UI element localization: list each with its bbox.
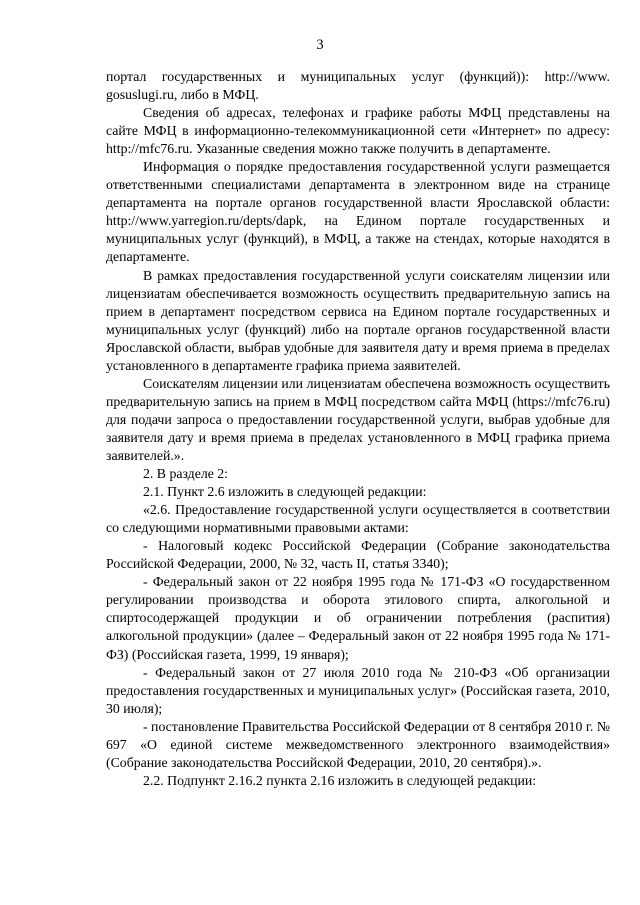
paragraph-item-2-2: 2.2. Подпункт 2.16.2 пункта 2.16 изложить в следующей редакции: xyxy=(143,772,537,788)
paragraph-service-information: Информация о порядке предоставления государственной услуги размещается ответственными специалистами департамента в электронном виде на странице департамента на портале органов государственной власти Ярославской области: http://www.yarregion.ru/depts/dapk, на Едином портале государственных и муниципальных услуг (функций), в МФЦ, а также на стендах, которые находятся в департаменте. xyxy=(106,159,610,265)
list-item-federal-law-171: - Федеральный закон от 22 ноября 1995 года № 171-ФЗ «О государственном регулировании производства и оборота этилового спирта, алкогольной и спиртосодержащей продукции и об ограничении потребления (распития) алкогольной продукции» (далее – Федеральный закон от 22 ноября 1995 года № 171-ФЗ) (Российская газета, 1999, 19 января); xyxy=(106,574,610,662)
paragraph-mfc-appointment: Соискателям лицензии или лицензиатам обеспечена возможность осуществить предварительную запись на прием в МФЦ посредством сайта МФЦ (https://mfc76.ru) для подачи запроса о предоставлении государственной услуги, выбрав удобные для заявителя дату и время приема в пределах установленного в МФЦ графика приема заявителей.». xyxy=(106,375,610,463)
paragraph-department-appointment: В рамках предоставления государственной услуги соискателям лицензии или лицензиатам обеспечивается возможность осуществить предварительную запись на прием в департамент посредством сервиса на Едином портале государственных и муниципальных услуг (функций) либо на портале органов государственной власти Ярославской области, выбрав удобные для заявителя дату и время приема в пределах установленного в департаменте графика приема заявителей. xyxy=(106,267,610,373)
paragraph-section-2: 2. В разделе 2: xyxy=(143,466,229,482)
list-item-tax-code: - Налоговый кодекс Российской Федерации (Собрание законодательства Российской Федерации, 2000, № 32, часть II, статья 3340); xyxy=(106,538,610,572)
paragraph-clause-2-6: «2.6. Предоставление государственной услуги осуществляется в соответствии со следующими нормативными правовыми актами: xyxy=(106,502,610,536)
document-body xyxy=(106,68,610,790)
list-item-federal-law-210: - Федеральный закон от 27 июля 2010 года № 210-ФЗ «Об организации предоставления государственных и муниципальных услуг» (Российская газета, 2010, 30 июля); xyxy=(106,664,610,716)
list-item-government-resolution-697: - постановление Правительства Российской Федерации от 8 сентября 2010 г. № 697 «О единой системе межведомственного электронного взаимодействия» (Собрание законодательства Российской Федерации, 2010, 20 сентября).». xyxy=(106,718,610,770)
paragraph-portal-continuation: портал государственных и муниципальных услуг (функций)): http://www. gosuslugi.ru, либо в МФЦ. xyxy=(106,69,610,103)
page-number: 3 xyxy=(316,37,324,53)
paragraph-item-2-1: 2.1. Пункт 2.6 изложить в следующей редакции: xyxy=(143,484,427,500)
paragraph-mfc-contacts: Сведения об адресах, телефонах и графике работы МФЦ представлены на сайте МФЦ в информационно-телекоммуникационной сети «Интернет» по адресу: http://mfc76.ru. Указанные сведения можно также получить в департаменте. xyxy=(106,105,610,157)
